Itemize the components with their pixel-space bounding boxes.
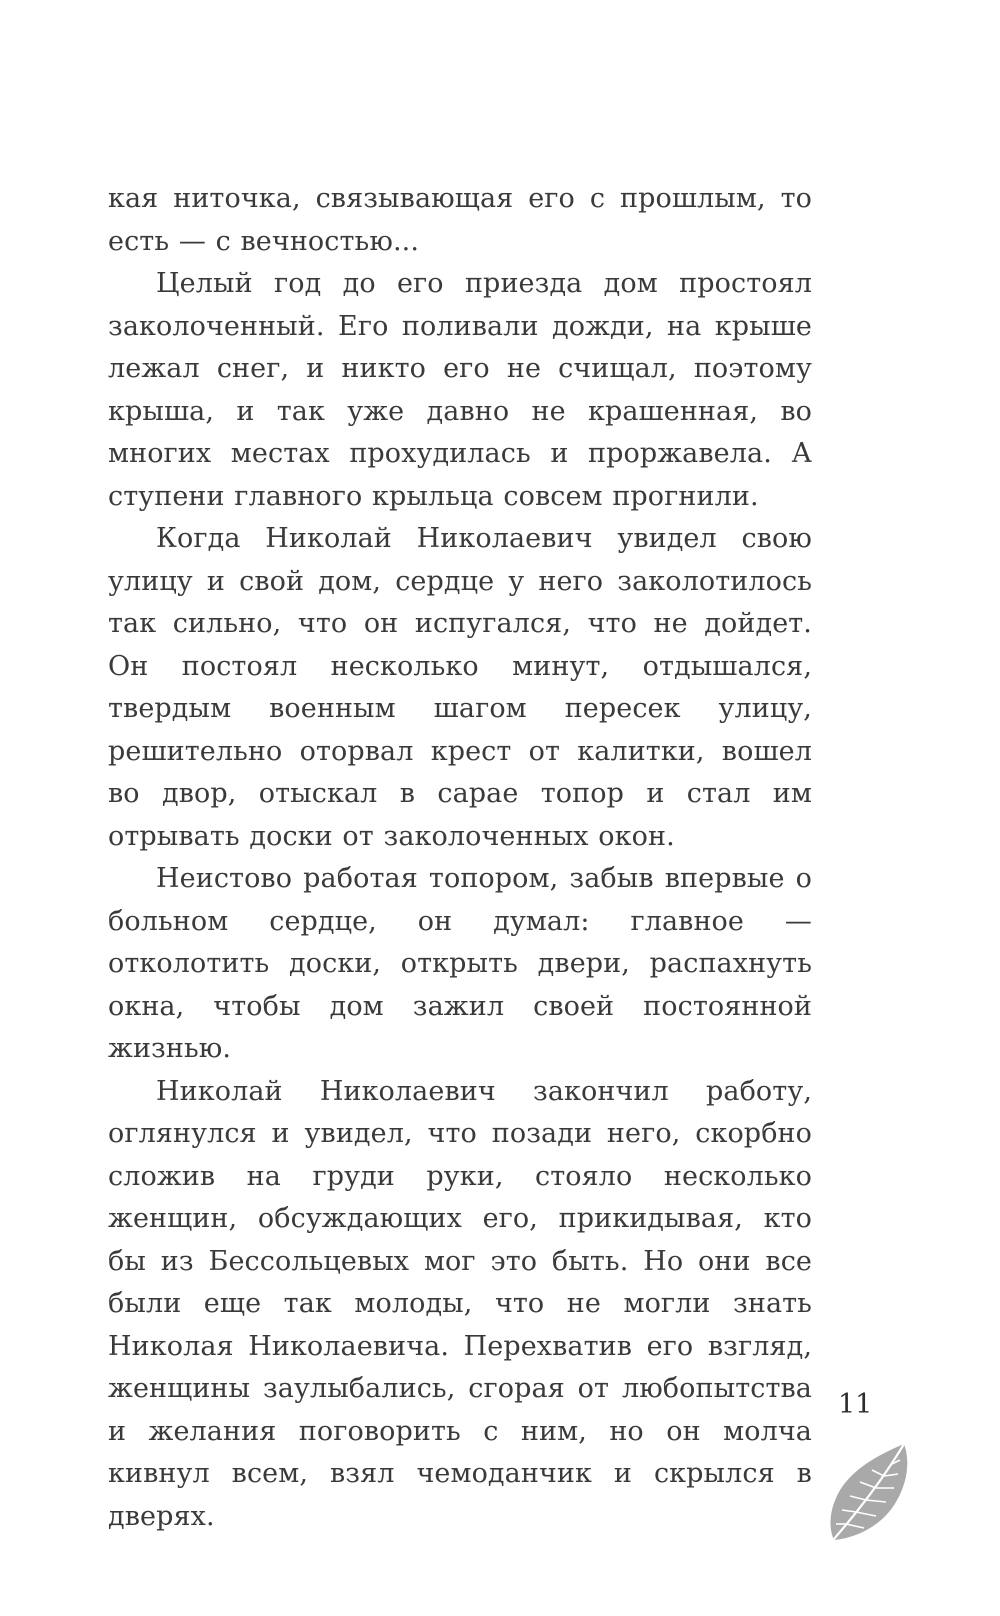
paragraph: Неистово работая топором, забыв впервые о больном сердце, он думал: главное — отколотить доски, открыть двери, распахнуть окна, чтобы дом зажил своей постоянной жизнью. [108, 863, 812, 1064]
paragraph-continuation: кая ниточка, связывающая его с прошлым, то есть — с вечностью... [108, 183, 812, 257]
leaf-icon [820, 1440, 914, 1552]
paragraph: Целый год до его приезда дом простоял заколоченный. Его поливали дожди, на крыше лежал снег, и никто его не счищал, поэтому крыша, и так уже давно не крашенная, во многих местах прохудилась и проржавела. А ступени главного крыльца совсем прогнили. [108, 268, 812, 512]
page-number: 11 [838, 1389, 873, 1420]
paragraph: Николай Николаевич закончил работу, оглянулся и увидел, что позади него, скорбно сложив на груди руки, стояло несколько женщин, обсуждающих его, прикидывая, кто бы из Бессольцевых мог это быть. Но они все были еще так молоды, что не могли знать Николая Николаевича. Перехватив его взгляд, женщины заулыбались, сгорая от любопытства и желания поговорить с ним, но он молча кивнул всем, взял чемоданчик и скрылся в дверях. [108, 1075, 812, 1532]
paragraph: Когда Николай Николаевич увидел свою улицу и свой дом, сердце у него заколотилось так сильно, что он испугался, что не дойдет. Он постоял несколько минут, отдышался, твердым военным шагом пересек улицу, решительно оторвал крест от калитки, вошел во двор, отыскал в сарае топор и стал им отрывать доски от заколоченных окон. [108, 523, 812, 852]
text-block [108, 178, 812, 1538]
